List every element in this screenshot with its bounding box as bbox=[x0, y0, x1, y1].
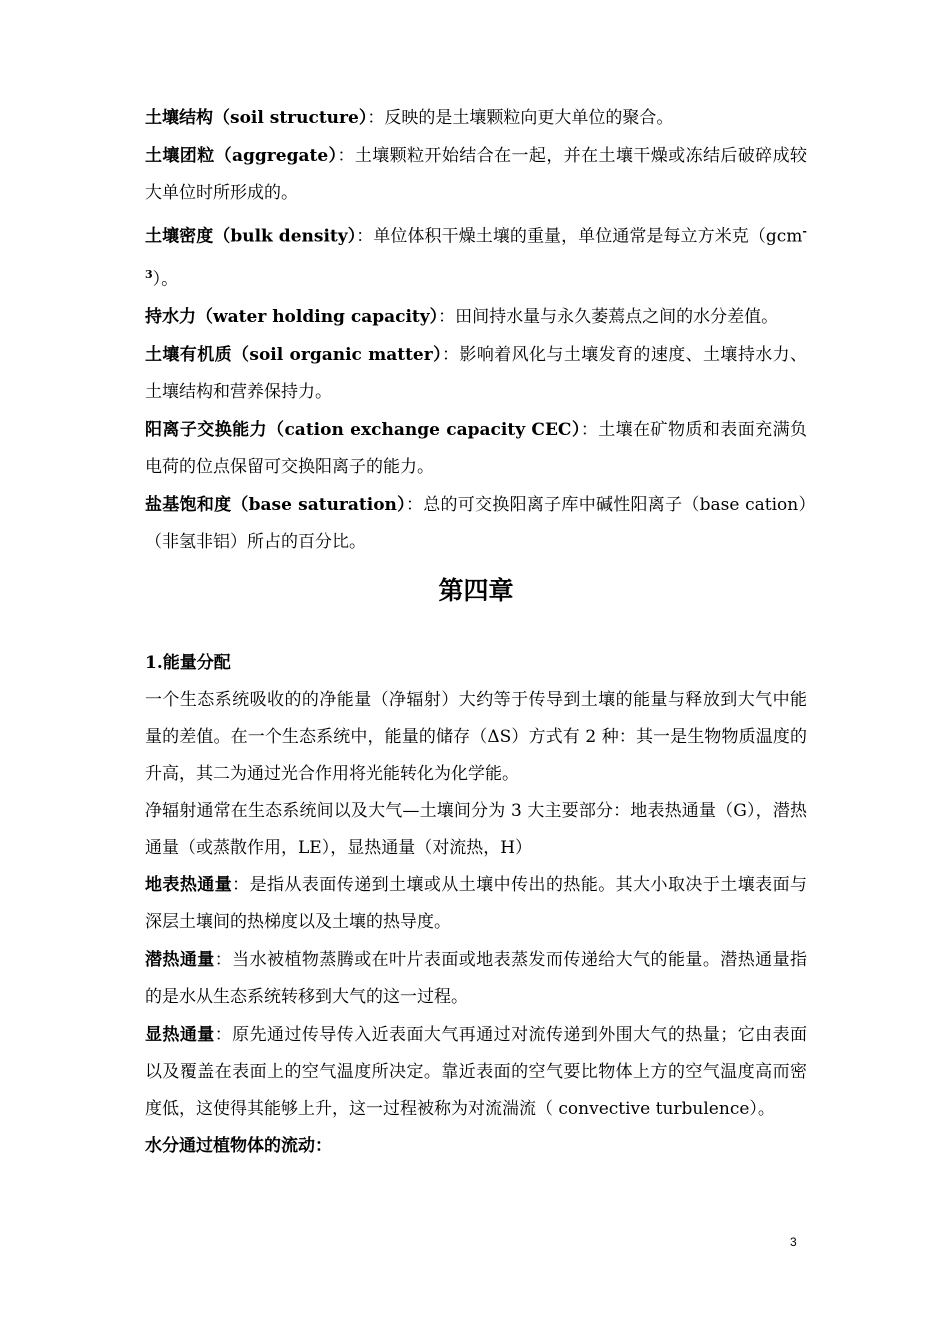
page-number: 3 bbox=[790, 1235, 797, 1249]
paragraph-energy-partition: 一个生态系统吸收的的净能量（净辐射）大约等于传导到土壤的能量与释放到大气中能量的差值。在一个生态系统中，能量的储存（ΔS）方式有 2 种：其一是生物物质温度的升高，其二为通过光合作用将光能转化为化学能。 bbox=[145, 690, 807, 785]
term: 土壤团粒（aggregate） bbox=[145, 146, 338, 166]
paragraph-net-radiation: 净辐射通常在生态系统间以及大气—土壤间分为 3 大主要部分：地表热通量（G），潜热通量（或蒸散作用，LE），显热通量（对流热，H） bbox=[145, 801, 807, 859]
term: 土壤密度（bulk density） bbox=[145, 226, 357, 247]
definition-cec: 阳离子交换能力（cation exchange capacity CEC）：土壤在矿物质和表面充满负电荷的位点保留可交换阳离子的能力。 bbox=[145, 420, 808, 478]
term: 土壤有机质（soil organic matter） bbox=[145, 345, 443, 366]
definition-aggregate: 土壤团粒（aggregate）：土壤颗粒开始结合在一起，并在土壤干燥或冻结后破碎成较大单位时所形成的。 bbox=[145, 146, 807, 203]
term: 土壤结构（soil structure） bbox=[145, 108, 368, 128]
definition-soil-organic-matter: 土壤有机质（soil organic matter）：影响着风化与土壤发育的速度、土壤持水力、土壤结构和营养保持力。 bbox=[145, 345, 808, 403]
paragraph-sensible-heat-flux: 显热通量：原先通过传导传入近表面大气再通过对流传递到外围大气的热量；它由表面以及覆盖在表面上的空气温度所决定。靠近表面的空气要比物体上方的空气温度高而密度低，这使得其能够上升，这一过程被称为对流湍流（ convective turbulence）。 bbox=[145, 1025, 808, 1120]
paragraph-ground-heat-flux: 地表热通量：是指从表面传递到土壤或从土壤中传出的热能。其大小取决于土壤表面与深层土壤间的热梯度以及土壤的热导度。 bbox=[145, 875, 808, 933]
term: 潜热通量 bbox=[145, 950, 215, 971]
page-content bbox=[145, 100, 807, 1165]
term: 持水力（water holding capacity） bbox=[145, 307, 439, 328]
term: 阳离子交换能力（cation exchange capacity CEC） bbox=[145, 420, 581, 441]
paragraph-latent-heat-flux: 潜热通量：当水被植物蒸腾或在叶片表面或地表蒸发而传递给大气的能量。潜热通量指的是水从生态系统转移到大气的这一过程。 bbox=[145, 950, 808, 1008]
definition-soil-structure: 土壤结构（soil structure）：反映的是土壤颗粒向更大单位的聚合。 bbox=[145, 108, 674, 128]
term: 盐基饱和度（base saturation） bbox=[145, 495, 406, 516]
superscript: -3 bbox=[145, 225, 807, 281]
section-title: 1.能量分配 bbox=[145, 653, 231, 674]
term: 地表热通量 bbox=[145, 875, 233, 896]
definition-water-holding-capacity: 持水力（water holding capacity）：田间持水量与永久萎蔫点之间的水分差值。 bbox=[145, 307, 779, 328]
term: 显热通量 bbox=[145, 1025, 215, 1046]
definition-bulk-density: 土壤密度（bulk density）：单位体积干燥土壤的重量，单位通常是每立方米克（gcm$^{-3}$）。 bbox=[145, 225, 807, 290]
definition-base-saturation: 盐基饱和度（base saturation）：总的可交换阳离子库中碱性阳离子（base cation）（非氢非铝）所占的百分比。 bbox=[145, 495, 807, 553]
heading-water-flow: 水分通过植物体的流动： bbox=[145, 1136, 332, 1157]
chapter-title: 第四章 bbox=[438, 576, 514, 606]
